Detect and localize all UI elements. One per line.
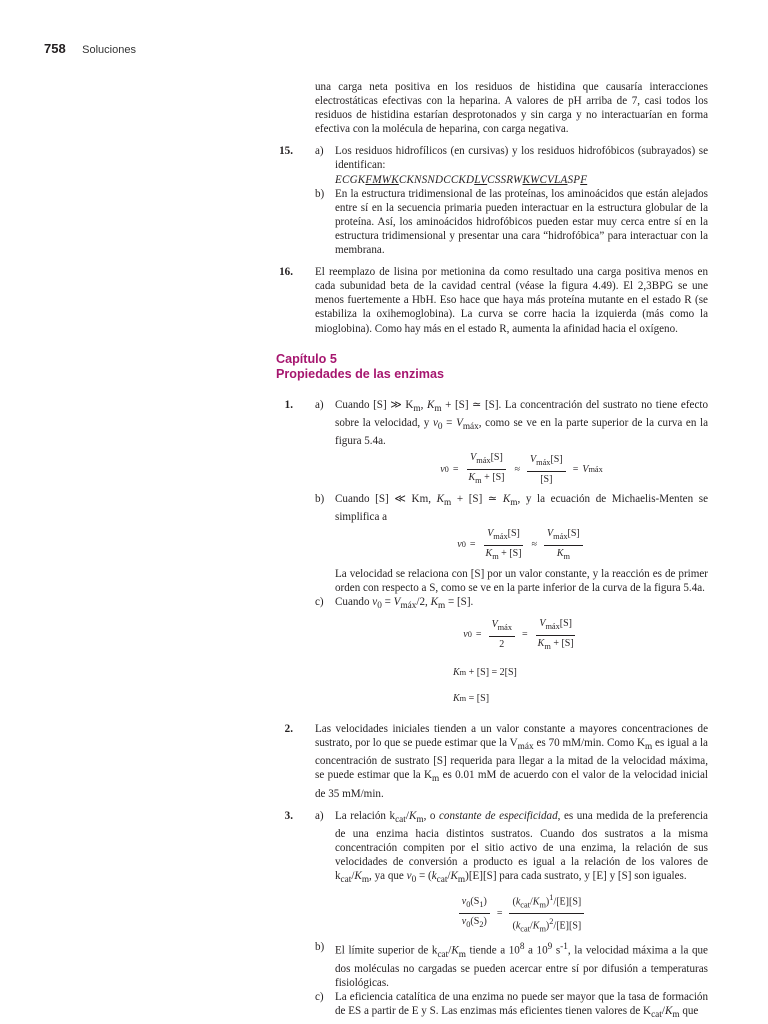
equation-1a: v 0 = $\frac{V_{máx}[S]}{K_m + [S]}$ ≈ $\frac{V_{máx}[S]}{[S]}$ = V máx (440, 452, 603, 486)
running-title: Soluciones (82, 44, 136, 56)
sub-letter: c) (315, 990, 324, 1003)
chapter-heading (276, 352, 708, 382)
answer-text: La eficiencia catalítica de una enzima no puede ser mayor que la tasa de formación de ES a partir de E y S. Las enzimas más eficientes tienen valores de $K_{cat}/K_m$ que (335, 990, 708, 1021)
answer-number: 15. (279, 145, 293, 158)
answer-16 (276, 265, 708, 335)
answer-number: 3. (284, 809, 293, 822)
sub-letter: c) (315, 596, 324, 609)
answer-15a (315, 144, 708, 186)
answer-text: La relación $k_{cat}/K_m$, o constante de especificidad, es una medida de la preferencia de una enzima hacia distintos sustratos. Cuando dos sustratos a la misma concentración compiten por el sitio activo de una enzima, la relación de sus velocidades de conversión a producto es igual a la relación de los valores de $k_{cat}/K_m$, ya que $v_0 = (k_{cat}/K_m)[E][S]$ para cada sustrato, y [E] y [S] son iguales. (335, 809, 708, 886)
answer-3c (315, 990, 708, 1022)
equation-1b: v 0 = $\frac{V_{máx}[S]}{K_m + [S]}$ ≈ $\frac{V_{máx}[S]}{K_m}$ (335, 527, 708, 564)
answer-number: 2. (284, 722, 293, 735)
answer-text: Las velocidades iniciales tienden a un valor constante a mayores concentraciones de sustrato, por lo que se puede estimar que la $V_{máx}$ es 70 mM/min. Como $K_m$ es igual a la concentración de sustrato [S] requerida para llegar a la mitad de la velocidad máxima, se puede estimar que la $K_m$ es 0.01 mM de acuerdo con el valor de la velocidad inicial de 35 mM/min. (315, 722, 708, 800)
sub-letter: b) (315, 492, 325, 505)
answer-text: Cuando [S] ≫ $K_m$, $K_m + [S]$ ≃ [S]. La concentración del sustrato no tiene efecto sobre la velocidad, y $v_0 = V_{máx}$, como se ve en la parte superior de la curva en la figura 5.4a. (335, 398, 708, 448)
answer-1 (276, 398, 708, 706)
sub-letter: b) (315, 940, 325, 953)
answer-text: El reemplazo de lisina por metionina da como resultado una carga positiva menos en cada subunidad beta de la cavidad central (véase la figura 4.49). El 2,3BPG se une menos fuertemente a HbH. Eso hace que haya más proteína mutante en el estado R (se estabiliza la oxihemoglobina). La curva se corre hacia la izquierda (más como la mioglobina). Como hay más en el estado R, aumenta la afinidad hacia el oxígeno. (315, 266, 708, 335)
equation-1c: v 0 = $\frac{V_{máx}}{2}$ = $\frac{V_{máx}[S]}{K_m + [S]}$ (463, 617, 574, 651)
page-body (276, 80, 708, 1022)
chapter-title: Propiedades de las enzimas (276, 366, 444, 381)
answer-text: Los residuos hidrofílicos (en cursivas) y los residuos hidrofóbicos (subrayados) se identifican: (335, 145, 708, 172)
page-header (44, 40, 136, 58)
answer-text: Cuando $v_0 = V_{máx}/2$, $K_m = [S]$. (335, 596, 474, 612)
answer-3a (315, 809, 708, 937)
intro-paragraph: una carga neta positiva en los residuos de histidina que causaría interacciones electrostáticas efectivas con la heparina. A valores de pH arriba de 7, casi todos los residuos de histidina estarían desprotonados y sin carga y no interactuarían en forma efectiva con la molécula de heparina, con carga negativa. (315, 81, 708, 136)
answer-15 (276, 144, 708, 257)
sub-letter: b) (315, 187, 325, 200)
answer-text: El límite superior de $k_{cat}/K_m$ tiende a $10^8$ a $10^9$ $s^{-1}$, la velocidad máxima a la que dos moléculas no cargadas se pueden acercar entre sí por difusión a temperaturas fisiológicas. (335, 941, 708, 989)
equation-1c-result: K m = [S] (453, 692, 490, 704)
answer-2 (276, 722, 708, 801)
sub-letter: a) (315, 809, 324, 822)
sub-letter: a) (315, 145, 324, 158)
amino-acid-sequence: ECGKFMWKCKNSNDCCKDLVCSSRWKWCVLASPF (335, 173, 588, 186)
chapter-number: Capítulo 5 (276, 351, 337, 366)
answer-15b (315, 187, 708, 257)
answer-text: La velocidad se relaciona con [S] por un valor constante, y la reacción es de primer orden con respecto a S, como se ve en la parte inferior de la curva de la figura 5.4a. (335, 568, 708, 595)
answer-number: 1. (284, 398, 293, 411)
answer-3 (276, 809, 708, 1022)
answer-1b (315, 492, 708, 596)
answer-1a (315, 398, 708, 489)
answer-text: Cuando [S] ≪ Km, $K_m + [S]$ ≃ $K_m$, y la ecuación de Michaelis-Menten se simplifica a (335, 492, 708, 523)
answer-3b (315, 940, 708, 990)
equation-3a: $\frac{v_0(S_1)}{v_0(S_2)}$ = $\frac{(k_{cat}/K_m)^1/[E][S]}{(k_{cat}/K_m)^2/[E][S]}$ (335, 891, 708, 937)
answer-text: En la estructura tridimensional de las proteínas, los aminoácidos que están alejados entre sí en la secuencia primaria pueden interactuar en la estructura globular de la proteína. Así, los aminoácidos hidrofóbicos pueden estar muy cerca entre sí en la estructura tridimensional y presentar una cara “hidrofóbica” para interactuar con la membrana. (335, 187, 708, 257)
answer-1c (315, 595, 708, 706)
equation-1c-step: K m + [S] = 2[S] (453, 666, 517, 678)
answer-number: 16. (279, 266, 293, 279)
page-number: 758 (44, 41, 66, 56)
sub-letter: a) (315, 398, 324, 411)
